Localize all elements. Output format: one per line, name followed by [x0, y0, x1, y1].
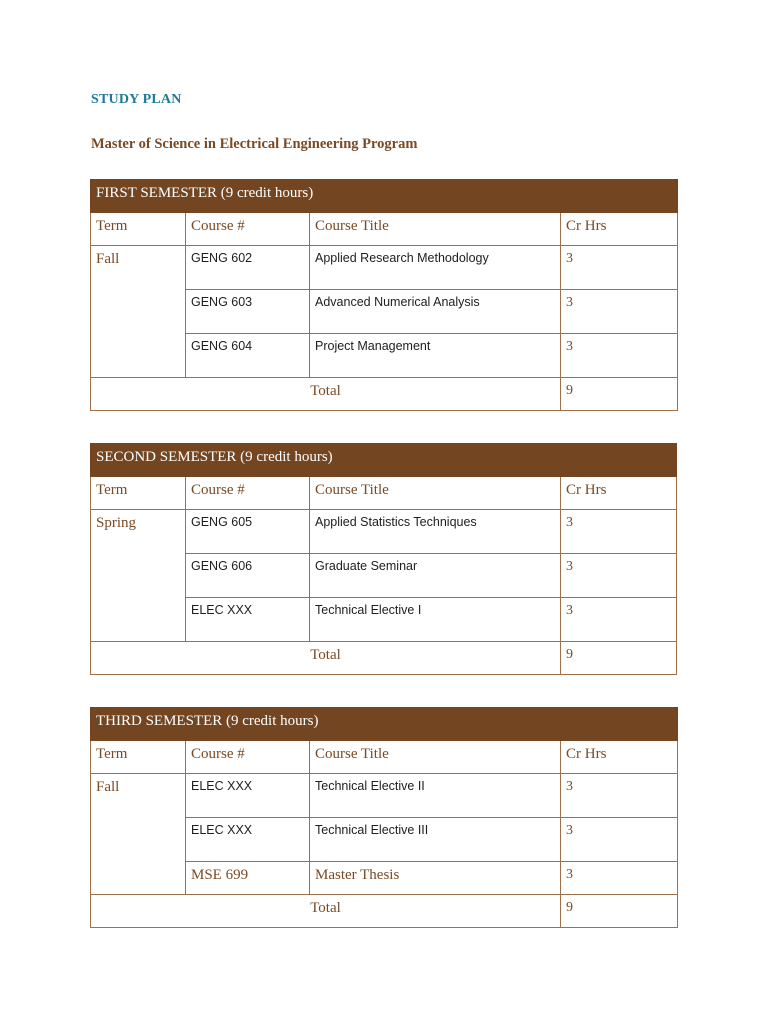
credit-hours: 3 [561, 334, 678, 378]
course-code: GENG 604 [186, 334, 310, 378]
total-label: Total [91, 378, 561, 411]
column-header-course-number: Course # [186, 477, 310, 510]
semester-header: FIRST SEMESTER (9 credit hours) [91, 180, 678, 213]
total-label: Total [91, 895, 561, 928]
course-title: Technical Elective I [310, 598, 561, 642]
semester-table-2 [90, 443, 677, 675]
column-header-credit-hours: Cr Hrs [561, 213, 678, 246]
total-label: Total [91, 642, 561, 675]
column-header-term: Term [91, 741, 186, 774]
semester-table-1 [90, 179, 678, 411]
total-hours: 9 [561, 378, 678, 411]
course-title: Applied Statistics Techniques [310, 510, 561, 554]
table-row [91, 246, 678, 290]
column-header-term: Term [91, 477, 186, 510]
course-code: GENG 602 [186, 246, 310, 290]
total-hours: 9 [561, 642, 677, 675]
column-header-course-title: Course Title [310, 477, 561, 510]
course-title: Technical Elective III [310, 818, 561, 862]
course-title: Advanced Numerical Analysis [310, 290, 561, 334]
course-code: MSE 699 [186, 862, 310, 895]
credit-hours: 3 [561, 290, 678, 334]
credit-hours: 3 [561, 554, 677, 598]
table-row [91, 510, 677, 554]
page-title: STUDY PLAN [91, 92, 182, 107]
column-header-term: Term [91, 213, 186, 246]
course-title: Master Thesis [310, 862, 561, 895]
credit-hours: 3 [561, 862, 678, 895]
course-title: Project Management [310, 334, 561, 378]
semester-table-3 [90, 707, 678, 928]
course-title: Graduate Seminar [310, 554, 561, 598]
program-subtitle: Master of Science in Electrical Engineering Program [91, 136, 418, 152]
column-header-course-number: Course # [186, 741, 310, 774]
column-header-course-title: Course Title [310, 741, 561, 774]
column-header-credit-hours: Cr Hrs [561, 477, 677, 510]
term-cell: Spring [91, 510, 186, 642]
term-cell: Fall [91, 774, 186, 895]
course-title: Applied Research Methodology [310, 246, 561, 290]
credit-hours: 3 [561, 246, 678, 290]
term-cell: Fall [91, 246, 186, 378]
course-code: GENG 605 [186, 510, 310, 554]
credit-hours: 3 [561, 510, 677, 554]
course-code: ELEC XXX [186, 774, 310, 818]
semester-header: THIRD SEMESTER (9 credit hours) [91, 708, 678, 741]
credit-hours: 3 [561, 598, 677, 642]
course-code: GENG 606 [186, 554, 310, 598]
course-title: Technical Elective II [310, 774, 561, 818]
course-code: GENG 603 [186, 290, 310, 334]
course-code: ELEC XXX [186, 598, 310, 642]
semester-header: SECOND SEMESTER (9 credit hours) [91, 444, 677, 477]
credit-hours: 3 [561, 774, 678, 818]
table-row [91, 774, 678, 818]
column-header-credit-hours: Cr Hrs [561, 741, 678, 774]
course-code: ELEC XXX [186, 818, 310, 862]
column-header-course-number: Course # [186, 213, 310, 246]
column-header-course-title: Course Title [310, 213, 561, 246]
total-hours: 9 [561, 895, 678, 928]
credit-hours: 3 [561, 818, 678, 862]
